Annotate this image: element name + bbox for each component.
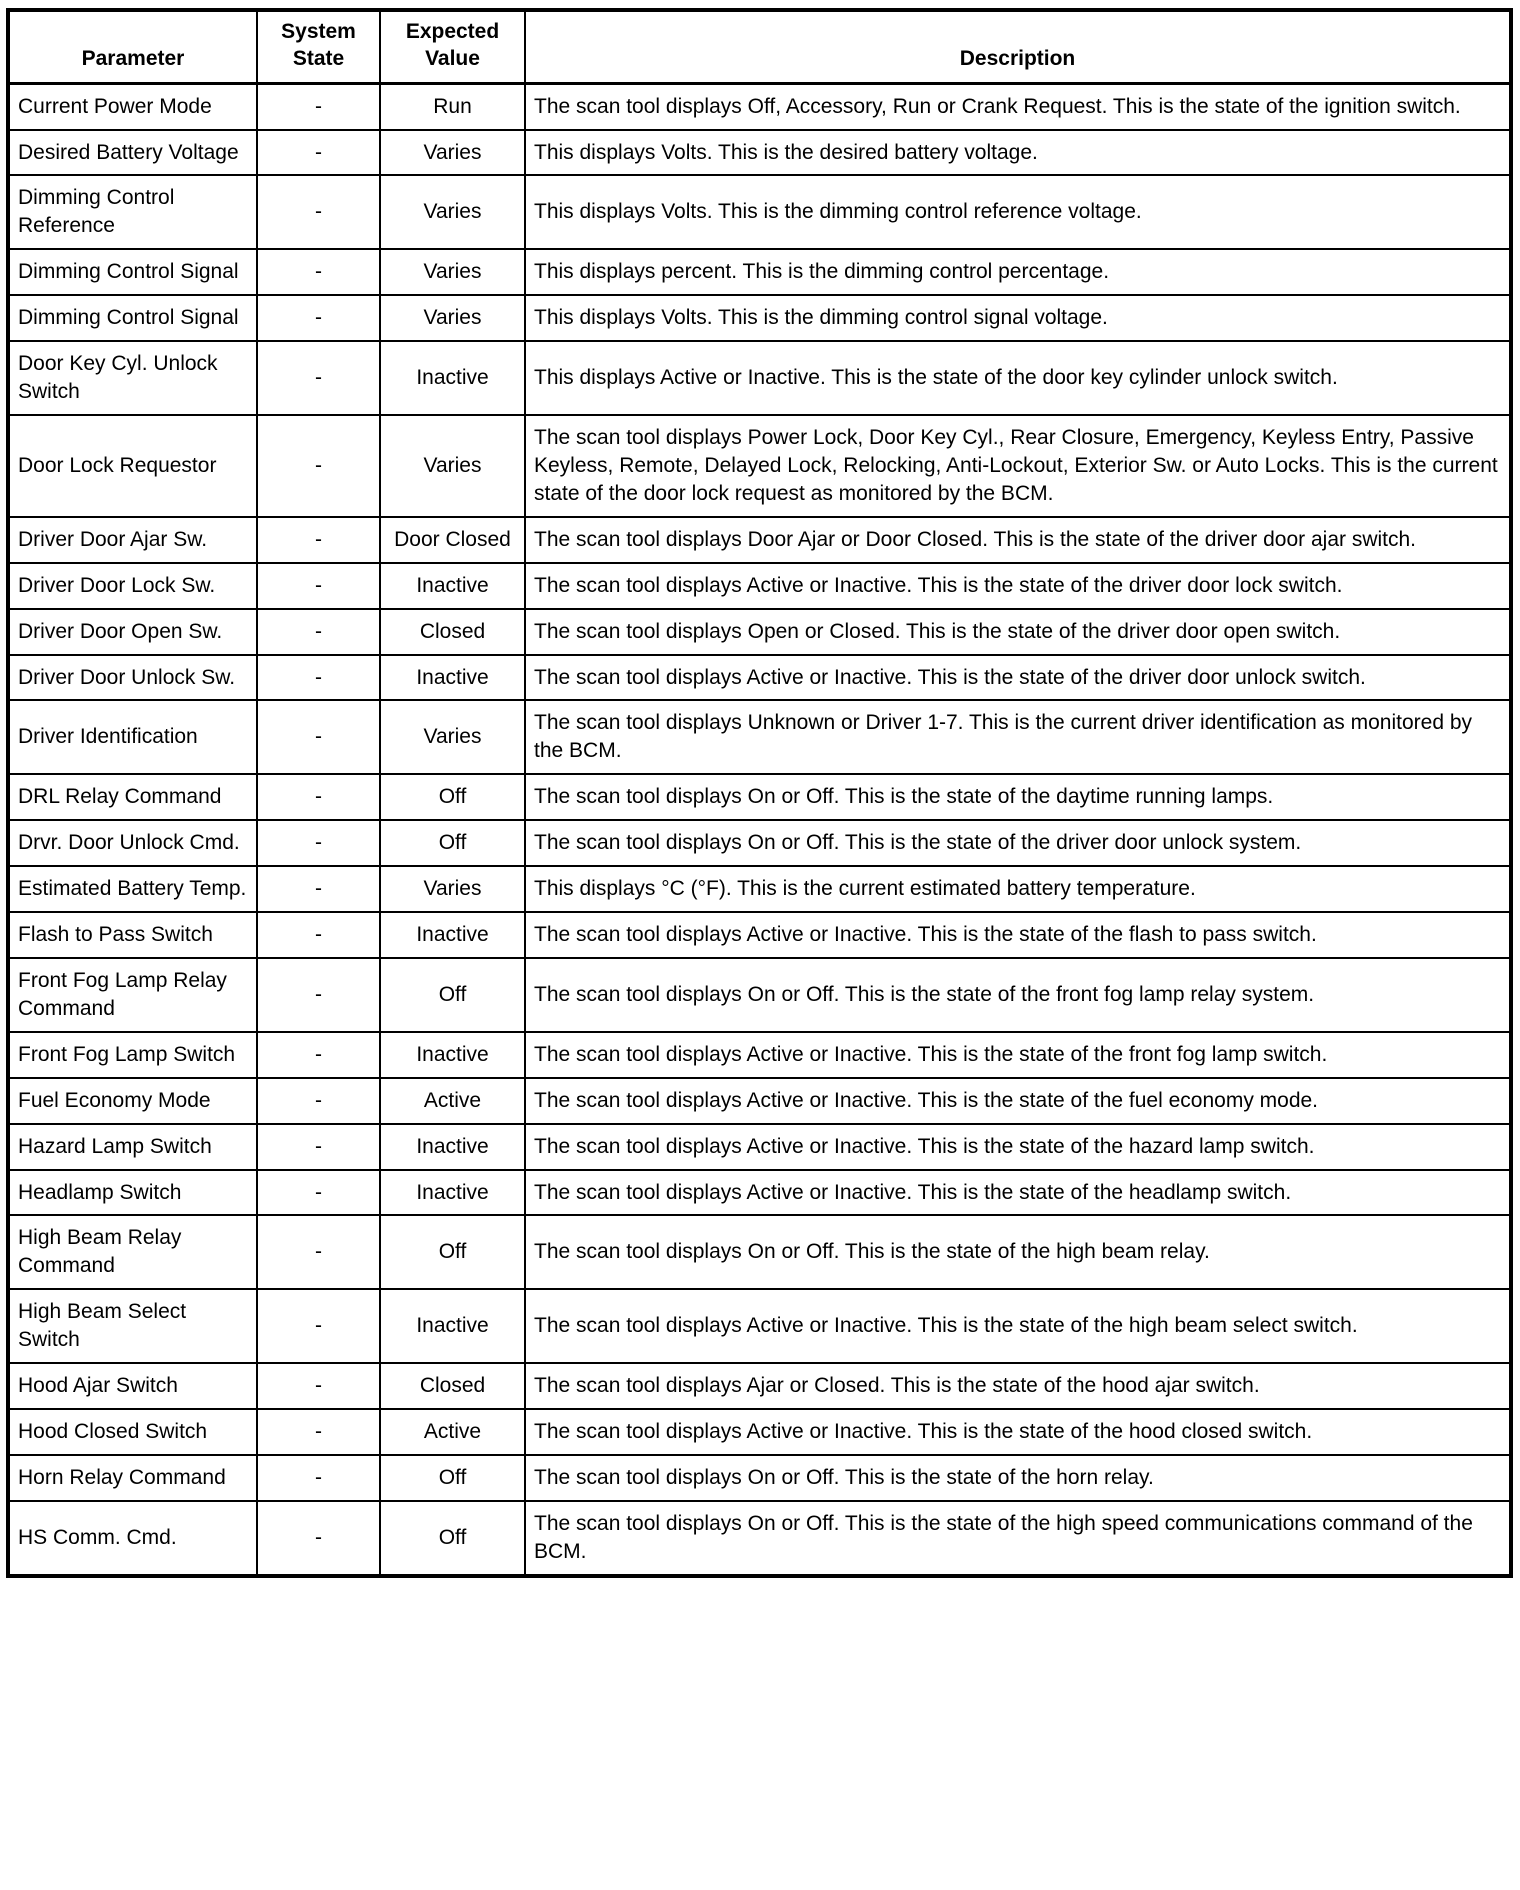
cell-parameter: Driver Door Lock Sw. <box>8 563 257 609</box>
cell-parameter: DRL Relay Command <box>8 774 257 820</box>
table-row <box>8 249 1511 295</box>
parameters-table <box>6 8 1513 1578</box>
cell-system-state: - <box>257 912 380 958</box>
cell-expected-value: Inactive <box>380 341 525 415</box>
cell-description: This displays Active or Inactive. This is the state of the door key cylinder unlock switch. <box>525 341 1511 415</box>
cell-description: The scan tool displays On or Off. This is the state of the driver door unlock system. <box>525 820 1511 866</box>
cell-description: The scan tool displays Active or Inactive. This is the state of the hood closed switch. <box>525 1409 1511 1455</box>
cell-system-state: - <box>257 563 380 609</box>
cell-description: The scan tool displays Active or Inactive. This is the state of the hazard lamp switch. <box>525 1124 1511 1170</box>
cell-description: The scan tool displays Active or Inactive. This is the state of the fuel economy mode. <box>525 1078 1511 1124</box>
table-row <box>8 609 1511 655</box>
table-row <box>8 1455 1511 1501</box>
cell-system-state: - <box>257 609 380 655</box>
table-row <box>8 1215 1511 1289</box>
cell-expected-value: Varies <box>380 866 525 912</box>
cell-parameter: Door Key Cyl. Unlock Switch <box>8 341 257 415</box>
cell-expected-value: Closed <box>380 609 525 655</box>
cell-expected-value: Run <box>380 83 525 129</box>
cell-expected-value: Inactive <box>380 563 525 609</box>
cell-description: The scan tool displays Active or Inactive. This is the state of the front fog lamp switch. <box>525 1032 1511 1078</box>
cell-system-state: - <box>257 1409 380 1455</box>
cell-system-state: - <box>257 517 380 563</box>
header-parameter: Parameter <box>8 10 257 83</box>
cell-expected-value: Varies <box>380 175 525 249</box>
cell-description: The scan tool displays Active or Inactive. This is the state of the flash to pass switch. <box>525 912 1511 958</box>
cell-parameter: Fuel Economy Mode <box>8 1078 257 1124</box>
cell-parameter: High Beam Relay Command <box>8 1215 257 1289</box>
header-row <box>8 10 1511 83</box>
cell-expected-value: Varies <box>380 295 525 341</box>
cell-expected-value: Off <box>380 820 525 866</box>
cell-system-state: - <box>257 1363 380 1409</box>
cell-expected-value: Off <box>380 1455 525 1501</box>
cell-system-state: - <box>257 774 380 820</box>
cell-system-state: - <box>257 1501 380 1576</box>
cell-description: The scan tool displays Ajar or Closed. This is the state of the hood ajar switch. <box>525 1363 1511 1409</box>
cell-description: The scan tool displays Door Ajar or Door Closed. This is the state of the driver door ajar switch. <box>525 517 1511 563</box>
cell-parameter: Horn Relay Command <box>8 1455 257 1501</box>
cell-parameter: Dimming Control Signal <box>8 295 257 341</box>
cell-system-state: - <box>257 415 380 517</box>
table-row <box>8 820 1511 866</box>
cell-parameter: Driver Door Ajar Sw. <box>8 517 257 563</box>
cell-system-state: - <box>257 1289 380 1363</box>
cell-expected-value: Off <box>380 1501 525 1576</box>
table-row <box>8 774 1511 820</box>
cell-system-state: - <box>257 1455 380 1501</box>
table-row <box>8 1124 1511 1170</box>
cell-description: The scan tool displays Active or Inactive. This is the state of the high beam select switch. <box>525 1289 1511 1363</box>
table-row <box>8 415 1511 517</box>
cell-description: This displays Volts. This is the dimming control signal voltage. <box>525 295 1511 341</box>
table-row <box>8 295 1511 341</box>
cell-system-state: - <box>257 1170 380 1216</box>
cell-system-state: - <box>257 655 380 701</box>
cell-system-state: - <box>257 1078 380 1124</box>
cell-description: The scan tool displays On or Off. This is the state of the horn relay. <box>525 1455 1511 1501</box>
cell-expected-value: Varies <box>380 249 525 295</box>
cell-system-state: - <box>257 341 380 415</box>
cell-system-state: - <box>257 83 380 129</box>
cell-expected-value: Closed <box>380 1363 525 1409</box>
cell-parameter: Dimming Control Signal <box>8 249 257 295</box>
cell-system-state: - <box>257 1124 380 1170</box>
cell-system-state: - <box>257 700 380 774</box>
table-header <box>8 10 1511 83</box>
cell-parameter: Hazard Lamp Switch <box>8 1124 257 1170</box>
cell-description: This displays Volts. This is the dimming control reference voltage. <box>525 175 1511 249</box>
table-row <box>8 1289 1511 1363</box>
table-row <box>8 563 1511 609</box>
cell-parameter: Hood Ajar Switch <box>8 1363 257 1409</box>
header-description: Description <box>525 10 1511 83</box>
cell-expected-value: Inactive <box>380 1032 525 1078</box>
cell-parameter: Front Fog Lamp Switch <box>8 1032 257 1078</box>
table-row <box>8 83 1511 129</box>
cell-parameter: Headlamp Switch <box>8 1170 257 1216</box>
header-system-state: System State <box>257 10 380 83</box>
table-row <box>8 912 1511 958</box>
cell-parameter: Driver Identification <box>8 700 257 774</box>
cell-description: The scan tool displays On or Off. This is the state of the daytime running lamps. <box>525 774 1511 820</box>
cell-parameter: Dimming Control Reference <box>8 175 257 249</box>
cell-description: This displays Volts. This is the desired battery voltage. <box>525 130 1511 176</box>
cell-expected-value: Inactive <box>380 1124 525 1170</box>
table-row <box>8 700 1511 774</box>
cell-description: This displays °C (°F). This is the current estimated battery temperature. <box>525 866 1511 912</box>
cell-description: The scan tool displays Off, Accessory, Run or Crank Request. This is the state of the ignition switch. <box>525 83 1511 129</box>
cell-description: The scan tool displays Active or Inactive. This is the state of the headlamp switch. <box>525 1170 1511 1216</box>
cell-system-state: - <box>257 295 380 341</box>
cell-parameter: Flash to Pass Switch <box>8 912 257 958</box>
table-row <box>8 341 1511 415</box>
cell-system-state: - <box>257 175 380 249</box>
table-row <box>8 958 1511 1032</box>
cell-expected-value: Inactive <box>380 912 525 958</box>
cell-description: The scan tool displays On or Off. This is the state of the high speed communications command of the BCM. <box>525 1501 1511 1576</box>
cell-parameter: Door Lock Requestor <box>8 415 257 517</box>
cell-description: The scan tool displays On or Off. This is the state of the front fog lamp relay system. <box>525 958 1511 1032</box>
cell-system-state: - <box>257 1032 380 1078</box>
cell-description: The scan tool displays Active or Inactive. This is the state of the driver door lock switch. <box>525 563 1511 609</box>
table-row <box>8 517 1511 563</box>
cell-expected-value: Inactive <box>380 655 525 701</box>
table-row <box>8 130 1511 176</box>
header-expected-value: Expected Value <box>380 10 525 83</box>
cell-system-state: - <box>257 249 380 295</box>
cell-parameter: Hood Closed Switch <box>8 1409 257 1455</box>
table-row <box>8 1078 1511 1124</box>
cell-parameter: Driver Door Open Sw. <box>8 609 257 655</box>
cell-description: The scan tool displays Active or Inactive. This is the state of the driver door unlock switch. <box>525 655 1511 701</box>
cell-parameter: Front Fog Lamp Relay Command <box>8 958 257 1032</box>
cell-expected-value: Off <box>380 774 525 820</box>
table-row <box>8 655 1511 701</box>
cell-description: The scan tool displays Open or Closed. This is the state of the driver door open switch. <box>525 609 1511 655</box>
cell-system-state: - <box>257 958 380 1032</box>
table-row <box>8 1501 1511 1576</box>
cell-parameter: Current Power Mode <box>8 83 257 129</box>
table-row <box>8 1170 1511 1216</box>
cell-parameter: Estimated Battery Temp. <box>8 866 257 912</box>
cell-expected-value: Inactive <box>380 1289 525 1363</box>
cell-expected-value: Varies <box>380 700 525 774</box>
cell-expected-value: Door Closed <box>380 517 525 563</box>
cell-system-state: - <box>257 1215 380 1289</box>
table-body <box>8 83 1511 1576</box>
cell-system-state: - <box>257 866 380 912</box>
cell-description: This displays percent. This is the dimming control percentage. <box>525 249 1511 295</box>
cell-parameter: Desired Battery Voltage <box>8 130 257 176</box>
table-row <box>8 175 1511 249</box>
cell-parameter: Driver Door Unlock Sw. <box>8 655 257 701</box>
cell-expected-value: Off <box>380 958 525 1032</box>
cell-system-state: - <box>257 820 380 866</box>
cell-description: The scan tool displays Unknown or Driver 1-7. This is the current driver identification as monitored by the BCM. <box>525 700 1511 774</box>
cell-system-state: - <box>257 130 380 176</box>
table-row <box>8 866 1511 912</box>
cell-expected-value: Active <box>380 1078 525 1124</box>
cell-description: The scan tool displays Power Lock, Door Key Cyl., Rear Closure, Emergency, Keyless Entry, Passive Keyless, Remote, Delayed Lock, Relocking, Anti-Lockout, Exterior Sw. or Auto Locks. This is the current state of the door lock request as monitored by the BCM. <box>525 415 1511 517</box>
cell-expected-value: Off <box>380 1215 525 1289</box>
cell-description: The scan tool displays On or Off. This is the state of the high beam relay. <box>525 1215 1511 1289</box>
table-row <box>8 1409 1511 1455</box>
cell-expected-value: Varies <box>380 415 525 517</box>
cell-expected-value: Inactive <box>380 1170 525 1216</box>
cell-parameter: HS Comm. Cmd. <box>8 1501 257 1576</box>
table-row <box>8 1032 1511 1078</box>
cell-parameter: High Beam Select Switch <box>8 1289 257 1363</box>
table-row <box>8 1363 1511 1409</box>
cell-expected-value: Active <box>380 1409 525 1455</box>
cell-parameter: Drvr. Door Unlock Cmd. <box>8 820 257 866</box>
cell-expected-value: Varies <box>380 130 525 176</box>
